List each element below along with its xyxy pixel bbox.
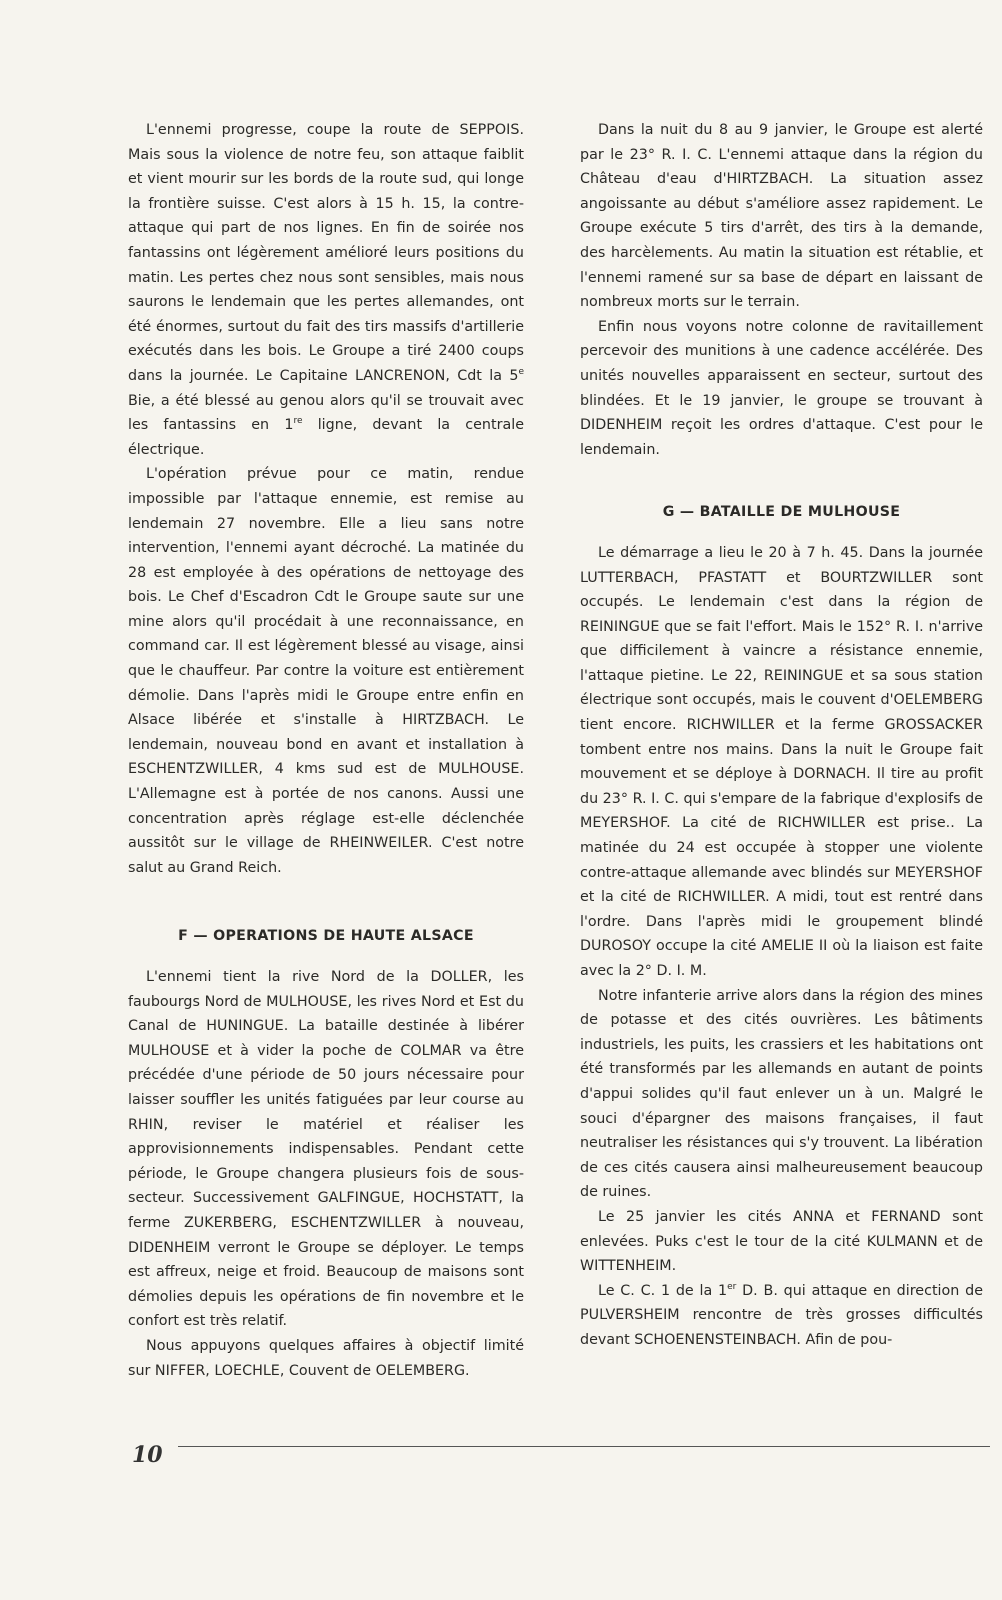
section-heading-g: G — BATAILLE DE MULHOUSE: [662, 504, 901, 521]
paragraph: Enfin nous voyons notre colonne de ravitaillement percevoir des munitions à une cadence accélérée. Des unités nouvelles apparaissent en secteur, surtout des blindées. Et le 19 janvier, le groupe se trouvant à DIDENHEIM reçoit les ordres d'attaque. C'est pour le lendemain.: [580, 318, 983, 458]
page-number: 10: [132, 1442, 163, 1468]
paragraph: Nous appuyons quelques affaires à objectif limité sur NIFFER, LOECHLE, Couvent de OELEMBERG.: [128, 1337, 524, 1379]
paragraph: L'ennemi progresse, coupe la route de SEPPOIS. Mais sous la violence de notre feu, son attaque faiblit et vient mourir sur les bords de la route sud, qui longe la frontière suisse. C'est alors à 15 h. 15, la contre-attaque qui part de nos lignes. En fin de soirée nos fantassins ont légèrement amélioré leurs positions du matin. Les pertes chez nous sont sensibles, mais nous saurons le lendemain que les pertes allemandes, ont été énormes, surtout du fait des tirs massifs d'artillerie exécutés dans les bois. Le Groupe a tiré 2400 coups dans la journée. Le Capitaine LANCRENON, Cdt la 5e Bie, a été blessé au genou alors qu'il se trouvait avec les fantassins en 1re ligne, devant la centrale électrique.: [128, 122, 525, 458]
left-column: [128, 118, 524, 1383]
footer-rule: [178, 1446, 990, 1447]
paragraph: Le 25 janvier les cités ANNA et FERNAND sont enlevées. Puks c'est le tour de la cité KULMANN et de WITTENHEIM.: [580, 1208, 983, 1275]
paragraph: Le C. C. 1 de la 1er D. B. qui attaque en direction de PULVERSHEIM rencontre de très grosses difficultés devant SCHOENENSTEINBACH. Afin de pou-: [580, 1281, 983, 1348]
right-column: [580, 118, 983, 1353]
paragraph: L'ennemi tient la rive Nord de la DOLLER, les faubourgs Nord de MULHOUSE, les rives Nord et Est du Canal de HUNINGUE. La bataille destinée à libérer MULHOUSE et à vider la poche de COLMAR va être précédée d'une période de 50 jours nécessaire pour laisser souffler les unités fatiguées par leur course au RHIN, reviser le matériel et réaliser les approvisionnements indispensables. Pendant cette période, le Groupe changera plusieurs fois de sous-secteur. Successivement GALFINGUE, HOCHSTATT, la ferme ZUKERBERG, ESCHENTZWILLER à nouveau, DIDENHEIM verront le Groupe se déployer. Le temps est affreux, neige et froid. Beaucoup de maisons sont démolies depuis les opérations de fin novembre et le confort est très relatif.: [128, 969, 524, 1330]
paragraph: L'opération prévue pour ce matin, rendue impossible par l'attaque ennemie, est remise au lendemain 27 novembre. Elle a lieu sans notre intervention, l'ennemi ayant décroché. La matinée du 28 est employée à des opérations de nettoyage des bois. Le Chef d'Escadron Cdt le Groupe saute sur une mine alors qu'il procédait à une reconnaissance, en command car. Il est légèrement blessé au visage, ainsi que le chauffeur. Par contre la voiture est entièrement démolie. Dans l'après midi le Groupe entre enfin en Alsace libérée et s'installe à HIRTZBACH. Le lendemain, nouveau bond en avant et installation à ESCHENTZWILLER, 4 kms sud est de MULHOUSE. L'Allemagne est à portée de nos canons. Aussi une concentration après réglage est-elle déclenchée aussitôt sur le village de RHEINWEILER. C'est notre salut au Grand Reich.: [128, 466, 524, 876]
paragraph: Notre infanterie arrive alors dans la région des mines de potasse et des cités ouvrières. Les bâtiments industriels, les puits, les crassiers et les habitations ont été transformés par les allemands en autant de points d'appui solides qu'il faut enlever un à un. Malgré le souci d'épargner des maisons françaises, il faut neutraliser les résistances qui s'y trouvent. La libération de ces cités causera ainsi malheureusement beaucoup de ruines.: [580, 987, 983, 1201]
paragraph: Dans la nuit du 8 au 9 janvier, le Groupe est alerté par le 23° R. I. C. L'ennemi attaque dans la région du Château d'eau d'HIRTZBACH. La situation assez angoissante au début s'améliore assez rapidement. Le Groupe exécute 5 tirs d'arrêt, des tirs à la demande, des harcèlements. Au matin la situation est rétablie, et l'ennemi ramené sur sa base de départ en laissant de nombreux morts sur le terrain.: [580, 122, 983, 311]
section-heading-f: F — OPERATIONS DE HAUTE ALSACE: [178, 928, 474, 945]
paragraph: Le démarrage a lieu le 20 à 7 h. 45. Dans la journée LUTTERBACH, PFASTATT et BOURTZWILLER sont occupés. Le lendemain c'est dans la région de REININGUE que se fait l'effort. Mais le 152° R. I. n'arrive que difficilement à vaincre a résistance ennemie, l'attaque pietine. Le 22, REININGUE et sa sous station électrique sont occupés, mais le couvent d'OELEMBERG tient encore. RICHWILLER et la ferme GROSSACKER tombent entre nos mains. Dans la nuit le Groupe fait mouvement et se déploye à DORNACH. Il tire au profit du 23° R. I. C. qui s'empare de la fabrique d'explosifs de MEYERSHOF. La cité de RICHWILLER est prise.. La matinée du 24 est occupée à stopper une violente contre-attaque allemande avec blindés sur MEYERSHOF et la cité de RICHWILLER. A midi, tout est rentré dans l'ordre. Dans l'après midi le groupement blindé DUROSOY occupe la cité AMELIE II où la liaison est faite avec la 2° D. I. M.: [580, 544, 983, 979]
